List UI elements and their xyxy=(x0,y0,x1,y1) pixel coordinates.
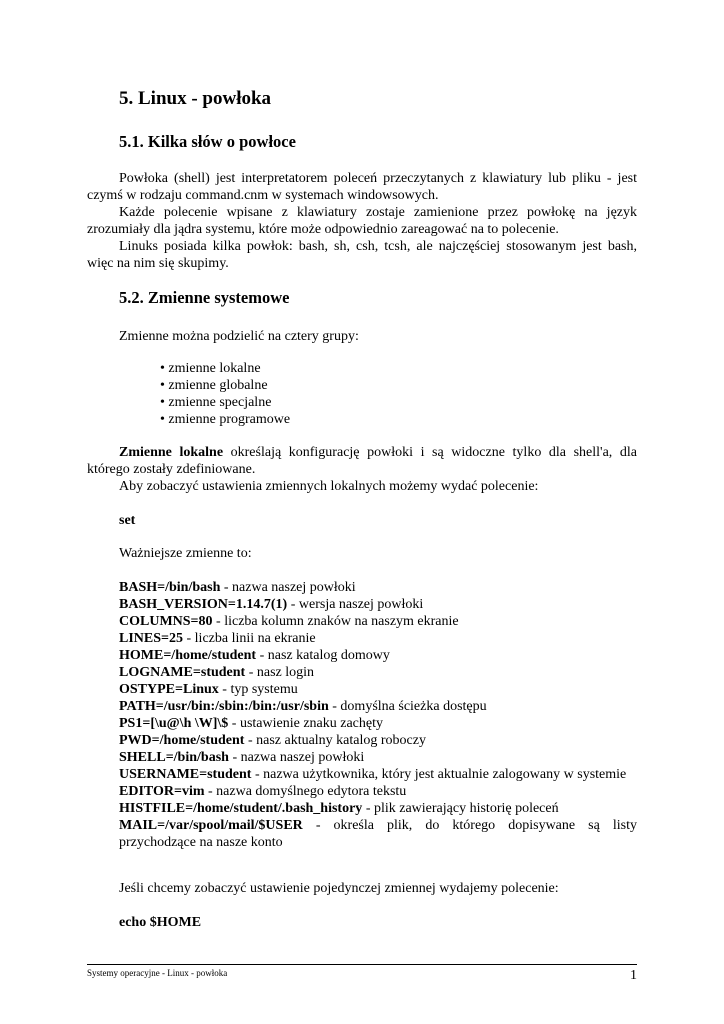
footer-text: Systemy operacyjne - Linux - powłoka xyxy=(87,968,228,978)
para3-line2: więc na nim się skupimy. xyxy=(87,256,229,271)
variable-name: MAIL=/var/spool/mail/$USER xyxy=(119,818,303,833)
footer-divider xyxy=(87,964,637,965)
page-title: 5. Linux - powłoka xyxy=(119,88,272,109)
variable-item xyxy=(87,800,637,817)
variable-desc: - określa plik, do którego dopisywane są listy przychodzące na nasze konto xyxy=(119,818,637,850)
variable-desc: - nazwa domyślnego edytora tekstu xyxy=(204,784,407,799)
variable-item xyxy=(87,732,637,749)
para1-line2: czymś w rodzaju command.cnm w systemach windowsowych. xyxy=(87,188,439,203)
variable-name: PS1=[\u@\h \W]\$ xyxy=(119,716,229,731)
variable-name: EDITOR=vim xyxy=(119,784,205,799)
variable-name: SHELL=/bin/bash xyxy=(119,750,229,765)
variable-name: OSTYPE=Linux xyxy=(119,682,219,697)
variable-item xyxy=(87,681,637,698)
variables-list xyxy=(87,579,637,851)
variable-desc: - typ systemu xyxy=(218,682,298,697)
variable-name: LOGNAME=student xyxy=(119,665,246,680)
para3-line1: Linuks posiada kilka powłok: bash, sh, csh, tcsh, ale najczęściej stosowanym jest bash, xyxy=(119,239,637,254)
section-heading-5-1: 5.1. Kilka słów o powłoce xyxy=(119,132,296,151)
variable-item xyxy=(87,715,637,732)
para2-line1: Każde polecenie wpisane z klawiatury zostaje zamienione przez powłokę na język xyxy=(119,205,637,220)
single-var-intro: Jeśli chcemy zobaczyć ustawienie pojedynczej zmiennej wydajemy polecenie: xyxy=(119,881,559,896)
variable-desc: - plik zawierający historię poleceń xyxy=(362,801,559,816)
list-item: • zmienne globalne xyxy=(160,378,268,393)
section-heading-5-2: 5.2. Zmienne systemowe xyxy=(119,288,290,307)
variable-item xyxy=(87,698,637,715)
variable-name: LINES=25 xyxy=(119,631,183,646)
page-number: 1 xyxy=(630,968,637,983)
para2-line2: zrozumiały dla jądra systemu, które może odpowiednio zareagować na to polecenie. xyxy=(87,222,559,237)
local-vars-line2: którego zostały zdefiniowane. xyxy=(87,462,256,477)
important-vars-intro: Ważniejsze zmienne to: xyxy=(119,546,252,561)
variable-desc: - nazwa użytkownika, który jest aktualnie zalogowany w systemie xyxy=(251,767,627,782)
variable-item xyxy=(87,664,637,681)
variable-name: COLUMNS=80 xyxy=(119,614,213,629)
groups-intro: Zmienne można podzielić na cztery grupy: xyxy=(119,329,359,344)
variable-name: PATH=/usr/bin:/sbin:/bin:/usr/sbin xyxy=(119,699,329,714)
list-item: • zmienne specjalne xyxy=(160,395,272,410)
variable-desc: - nasz katalog domowy xyxy=(256,648,390,663)
variable-name: USERNAME=student xyxy=(119,767,252,782)
variable-desc: - domyślna ścieżka dostępu xyxy=(328,699,487,714)
variable-item xyxy=(87,647,637,664)
variable-desc: - nazwa naszej powłoki xyxy=(220,580,356,595)
variable-desc: - wersja naszej powłoki xyxy=(287,597,424,612)
variable-desc: - ustawienie znaku zachęty xyxy=(228,716,384,731)
list-item: • zmienne programowe xyxy=(160,412,291,427)
variable-name: BASH=/bin/bash xyxy=(119,580,221,595)
variable-name: BASH_VERSION=1.14.7(1) xyxy=(119,597,288,612)
variable-item xyxy=(87,749,637,766)
variable-name: HISTFILE=/home/student/.bash_history xyxy=(119,801,363,816)
local-vars-desc: określają konfigurację powłoki i są widoczne tylko dla shell'a, dla xyxy=(223,445,637,460)
local-vars-line1 xyxy=(119,444,637,461)
para1-line1: Powłoka (shell) jest interpretatorem poleceń przeczytanych z klawiatury lub pliku - jest xyxy=(119,171,637,186)
variable-groups-list xyxy=(160,360,290,428)
list-item: • zmienne lokalne xyxy=(160,361,261,376)
variable-desc: - nazwa naszej powłoki xyxy=(228,750,365,765)
variable-desc: - liczba linii na ekranie xyxy=(183,631,316,646)
variable-item xyxy=(87,630,637,647)
variable-desc: - liczba kolumn znaków na naszym ekranie xyxy=(212,614,459,629)
variable-item xyxy=(87,783,637,800)
local-vars-line3: Aby zobaczyć ustawienia zmiennych lokalnych możemy wydać polecenie: xyxy=(119,479,539,494)
variable-name: PWD=/home/student xyxy=(119,733,245,748)
echo-command: echo $HOME xyxy=(119,915,202,930)
variable-name: HOME=/home/student xyxy=(119,648,257,663)
variable-item xyxy=(87,817,637,851)
variable-desc: - nasz aktualny katalog roboczy xyxy=(244,733,426,748)
variable-item xyxy=(87,613,637,630)
variable-item xyxy=(87,579,637,596)
set-command: set xyxy=(119,513,136,528)
variable-item xyxy=(87,596,637,613)
local-vars-term: Zmienne lokalne xyxy=(119,445,224,460)
variable-desc: - nasz login xyxy=(245,665,315,680)
variable-item xyxy=(87,766,637,783)
